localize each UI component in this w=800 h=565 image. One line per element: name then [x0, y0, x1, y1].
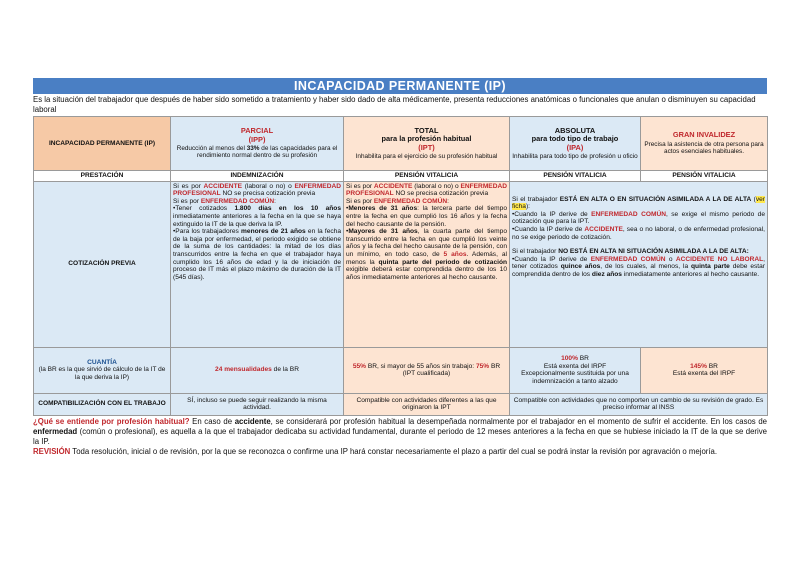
prestacion-row [34, 171, 768, 182]
parcial-header [171, 117, 344, 171]
total-title: TOTAL [414, 125, 439, 135]
absoluta-desc: Inhabilita para todo tipo de profesión u oficio [512, 152, 638, 160]
prestacion-absoluta: PENSIÓN VITALICIA [510, 171, 641, 182]
cuantia-label-cell [34, 347, 171, 393]
parcial-code: (IPP) [248, 134, 266, 144]
cotizacion-parcial: Si es por ACCIDENTE (laboral o no) o ENFERMEDAD PROFESIONAL NO se precisa cotización previa Si es por ENFERMEDAD COMÚN: •Tener cotizados 1.800 días en los 10 años inmediatamente anteriores a la fecha en la que se haya extinguido la IT de la que deriva la IP. •Para los trabajadores menores de 21 años en la fecha de la baja por enfermedad, el periodo exigido se obtiene de la suma de los cantidades: la mitad de los días transcurridos entre la fecha en que el trabajador haya cumplido los 16 años de edad y la de iniciación de proceso de IT más el plazo máximo de duración de la IT (545 días). [171, 181, 344, 347]
gran-desc: Precisa la asistencia de otra persona para actos esenciales habituales. [644, 140, 764, 156]
compat-parcial: SÍ, incluso se puede seguir realizando la misma actividad. [171, 393, 344, 415]
cotizacion-absoluta-gran: Si el trabajador ESTÁ EN ALTA O EN SITUACIÓN ASIMILADA A LA DE ALTA (ver ficha): •Cuando la IP derive de ENFERMEDAD COMÚN, se exige el mismo periodo de cotización que para la IPT. •Cuando la IP derive de ACCIDENTE, sea o no laboral, o de enfermedad profesional, no se exige periodo de cotización. Si el trabajador NO ESTÁ EN ALTA NI SITUACIÓN ASIMILADA A LA DE ALTA: •Cuando la IP derive de ENFERMEDAD COMÚN o ACCIDENTE NO LABORAL, tener cotizados quince años, de los cuales, al menos, la quinta parte debe estar comprendida dentro de los diez años inmediatamente anteriores al hecho causante. [510, 181, 768, 347]
footer-revision: REVISIÓN Toda resolución, inicial o de revisión, por la que se reconozca o confirme una IP hará constar necesariamente el plazo a partir del cual se podrá instar la revisión por agravación o mejoría. [33, 447, 718, 457]
cuantia-absoluta: 100% BR Está exenta del IRPF Excepcionalmente sustituida por una indemnización a tanto alzado [510, 347, 641, 393]
absoluta-code: (IPA) [566, 142, 584, 152]
footer-notes [33, 417, 767, 458]
prestacion-parcial: INDEMNIZACIÓN [171, 171, 344, 182]
absoluta-sub: para todo tipo de trabajo [531, 134, 619, 144]
ip-label-cell: INCAPACIDAD PERMANENTE (IP) [34, 117, 171, 171]
cuantia-label: CUANTÍA [87, 358, 117, 366]
gran-header [641, 117, 768, 171]
compat-row [34, 393, 768, 415]
compat-total: Compatible con actividades diferentes a las que originaron la IPT [344, 393, 510, 415]
prestacion-label: PRESTACIÓN [34, 171, 171, 182]
cuantia-parcial: 24 mensualidades de la BR [171, 347, 344, 393]
cuantia-row [34, 347, 768, 393]
absoluta-header [510, 117, 641, 171]
parcial-title: PARCIAL [240, 126, 274, 136]
intro-text: Es la situación del trabajador que después de haber sido sometido a tratamiento y haber sido dado de alta médicamente, presenta reducciones anatómicas o funcionales que anulan o disminuyen su capacidad laboral [33, 95, 756, 114]
cuantia-label-sub: (la BR es la que sirvió de cálculo de la IT de la que deriva la IP) [38, 366, 166, 381]
header-row [34, 117, 768, 171]
compat-label: COMPATIBILIZACIÓN CON EL TRABAJO [34, 393, 171, 415]
cuantia-gran: 145% BR Está exenta del IRPF [641, 347, 768, 393]
parcial-desc: Reducción al menos del 33% de las capacidades para el rendimiento normal dentro de su profesión [176, 145, 338, 160]
cotizacion-label: COTIZACIÓN PREVIA [34, 181, 171, 347]
ip-table [33, 116, 768, 416]
document-page [33, 78, 767, 457]
footer-profesion-habitual: ¿Qué se entiende por profesión habitual? En caso de accidente, se considerará por profesión habitual la desempeñada normalmente por el trabajador en el momento de sufrir el accidente. En los casos de enfermedad (común o profesional), es aquella a la que el trabajador dedicaba su actividad fundamental, durante el periodo de 12 meses anteriores a la fecha en que se hubiese iniciado la IT de la que se derive la IP. [33, 416, 767, 446]
prestacion-gran: PENSIÓN VITALICIA [641, 171, 768, 182]
compat-absoluta-gran: Compatible con actividades que no comporten un cambio de su revisión de grado. Es preciso informar al INSS [510, 393, 768, 415]
total-code: (IPT) [418, 142, 435, 152]
prestacion-total: PENSIÓN VITALICIA [344, 171, 510, 182]
total-desc: Inhabilita para el ejercicio de su profesión habitual [355, 152, 498, 160]
total-sub: para la profesión habitual [381, 134, 472, 144]
total-header [344, 117, 510, 171]
absoluta-title: ABSOLUTA [554, 125, 596, 135]
cuantia-total: 55% BR, si mayor de 55 años sin trabajo: 75% BR (IPT cualificada) [344, 347, 510, 393]
page-title: INCAPACIDAD PERMANENTE (IP) [33, 78, 767, 94]
cotizacion-total: Si es por ACCIDENTE (laboral o no) o ENFERMEDAD PROFESIONAL NO se precisa cotización previa Si es por ENFERMEDAD COMÚN: •Menores de 31 años: la tercera parte del tiempo entre la fecha en que cumplió los 16 años y la fecha del hecho causante de la pensión. •Mayores de 31 años, la cuarta parte del tiempo transcurrido entre la fecha en que cumplió los veinte años y la fecha del hecho causante de la pensión, con un mínimo, en todo caso, de 5 años. Además, al menos la quinta parte del periodo de cotización exigible deberá estar comprendida dentro de los 10 años inmediatamente anteriores al hecho causante. [344, 181, 510, 347]
cotizacion-row [34, 181, 768, 347]
ver-ficha-link[interactable]: ver ficha [512, 195, 766, 211]
gran-title: GRAN INVALIDEZ [672, 130, 736, 140]
